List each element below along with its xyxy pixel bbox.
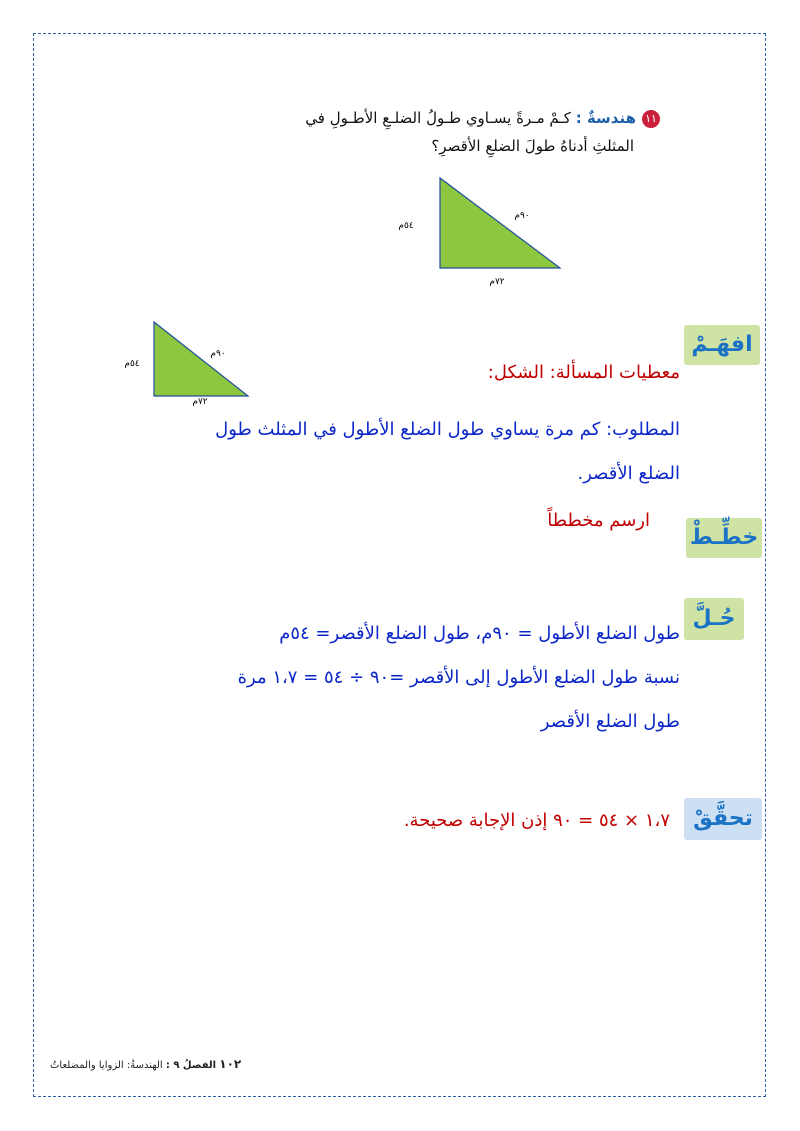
check-tag: تحقَّقْ	[684, 798, 762, 840]
plan-text: ارسم مخططاً	[547, 510, 650, 531]
footer-title: الهندسةُ: الزوايا والمضلعاتُ	[50, 1060, 163, 1071]
small-hypotenuse-label: ٩٠م	[210, 349, 226, 359]
problem-number: ١١	[642, 110, 660, 128]
solve-text	[120, 612, 680, 744]
small-vertical-label: ٥٤م	[124, 359, 140, 369]
required-line-1: المطلوب: كم مرة يساوي طول الضلع الأطول في المثلث طول	[215, 419, 680, 440]
solve-line-1: طول الضلع الأطول = ٩٠م، طول الضلع الأقصر= ٥٤م	[279, 623, 680, 644]
triangle-shape	[440, 178, 560, 268]
solve-line-2: نسبة طول الضلع الأطول إلى الأقصر =٩٠ ÷ ٥٤ = ١،٧ مرة	[237, 667, 680, 688]
triangle-figure-small	[108, 318, 258, 408]
page-number: ١٠٢	[219, 1057, 242, 1071]
problem-keyword: هندسةٌ :	[575, 109, 636, 127]
vertical-side-label: ٥٤م	[398, 221, 414, 231]
solve-line-3: طول الضلع الأقصر	[540, 711, 680, 732]
footer-chapter: الفصلُ ٩ :	[165, 1060, 217, 1071]
required-text	[140, 408, 680, 496]
givens-text: معطيات المسألة: الشكل:	[487, 362, 680, 383]
understand-tag: افهَـمْ	[684, 325, 760, 365]
solve-tag: حُـلَّ	[684, 598, 744, 640]
problem-line-1: كـمْ مـرةً يسـاوي طـولُ الضلـعِ الأطـولِ في	[305, 109, 571, 127]
problem-line-2: المثلثِ أدناهُ طولَ الضلعِ الأقصرِ؟	[431, 137, 634, 155]
plan-tag: خطِّـطْ	[686, 518, 762, 558]
base-label: ٧٢م	[489, 277, 505, 287]
hypotenuse-label: ٩٠م	[514, 211, 530, 221]
triangle-figure-main	[380, 172, 580, 288]
check-text: ١،٧ × ٥٤ = ٩٠ إذن الإجابة صحيحة.	[403, 810, 670, 831]
required-line-2: الضلع الأقصر.	[577, 463, 680, 484]
problem-statement	[240, 104, 660, 160]
small-base-label: ٧٢م	[192, 397, 208, 407]
page-footer	[50, 1057, 350, 1071]
small-triangle-shape	[154, 322, 248, 396]
